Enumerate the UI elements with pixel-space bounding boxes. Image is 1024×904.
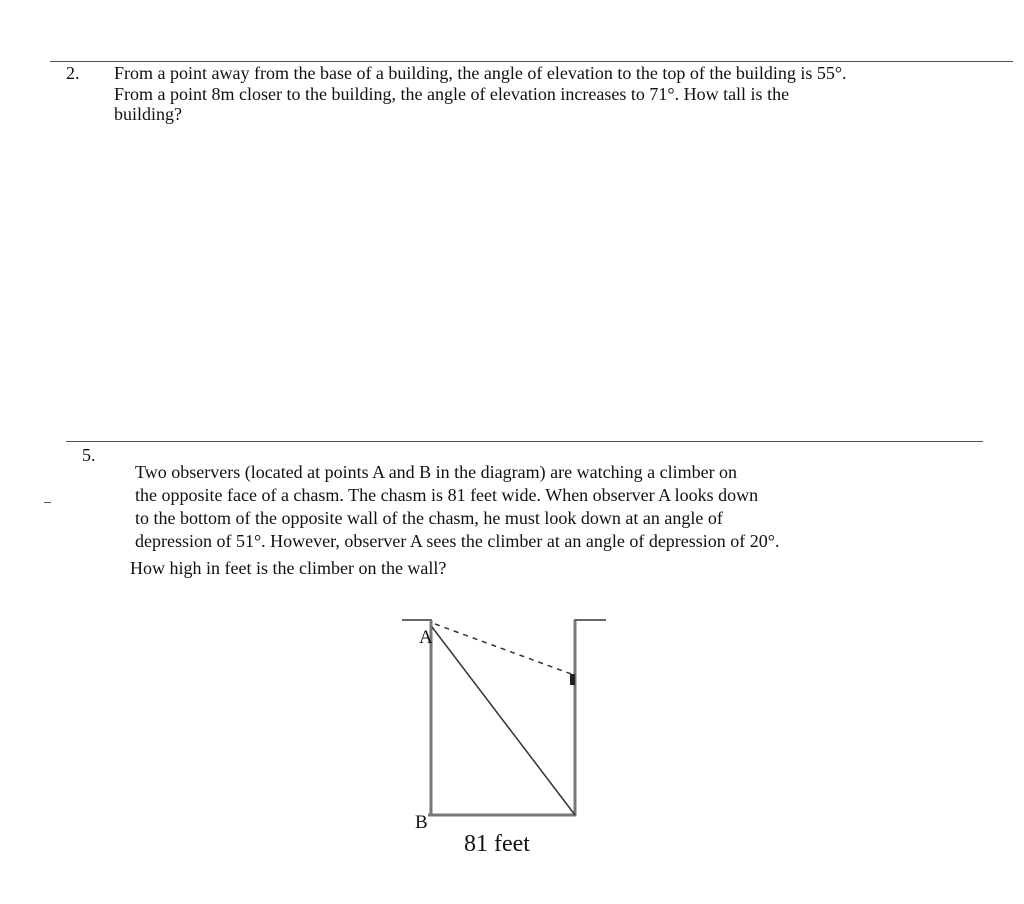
sightline-to-climber	[435, 624, 574, 675]
sightline-to-wall-bottom	[432, 627, 575, 815]
question-5-line-4: depression of 51°. However, observer A sees the climber at an angle of depression of 20°.	[135, 531, 780, 551]
question-2-number: 2.	[66, 63, 80, 83]
question-5-line-1: Two observers (located at points A and B in the diagram) are watching a climber on	[135, 462, 738, 482]
width-label: 81 feet	[464, 831, 530, 857]
question-2-line-2: From a point 8m closer to the building, the angle of elevation increases to 71°. How tall is the	[114, 83, 790, 104]
question-5-number: 5.	[82, 445, 96, 465]
question-2-line-1: From a point away from the base of a building, the angle of elevation to the top of the building is 55°.	[114, 63, 847, 83]
question-5-question: How high in feet is the climber on the wall?	[130, 558, 447, 578]
question-5-line-2: the opposite face of a chasm. The chasm is 81 feet wide. When observer A looks down	[135, 485, 759, 505]
question-2-line-3: building?	[114, 104, 182, 124]
point-a-label: A	[419, 627, 433, 648]
point-b-label: B	[415, 812, 428, 833]
question-5-line-3: to the bottom of the opposite wall of the chasm, he must look down at an angle of	[135, 508, 723, 528]
climber-marker	[570, 674, 575, 685]
